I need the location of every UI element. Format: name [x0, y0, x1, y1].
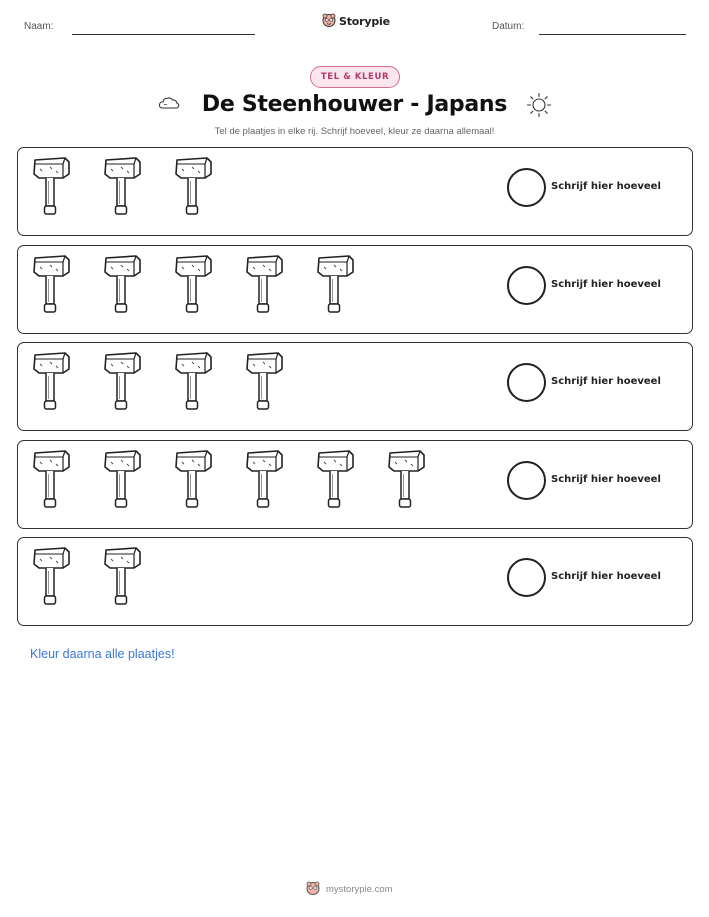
storypie-logo [322, 12, 390, 31]
answer-circle[interactable] [507, 266, 546, 305]
answer-label: Schrijf hier hoeveel [551, 474, 661, 485]
hammer-icon[interactable] [100, 252, 146, 318]
hammer-icon[interactable] [100, 154, 146, 220]
instructions: Tel de plaatjes in elke rij. Schrijf hoeveel, kleur ze daarna allemaal! [214, 126, 495, 137]
answer-circle[interactable] [507, 363, 546, 402]
answer-label: Schrijf hier hoeveel [551, 181, 661, 192]
storypie-mascot-icon [322, 12, 336, 31]
counting-row [17, 342, 693, 431]
name-write-line[interactable] [72, 34, 255, 35]
counting-row [17, 537, 693, 626]
activity-tag: TEL & KLEUR [310, 66, 400, 88]
hammer-icon[interactable] [171, 349, 217, 415]
hammer-icon[interactable] [171, 447, 217, 513]
date-write-line[interactable] [539, 34, 686, 35]
sun-icon [526, 92, 552, 122]
hammer-icon[interactable] [29, 252, 75, 318]
counting-row [17, 245, 693, 334]
counting-row [17, 147, 693, 236]
hammer-icon[interactable] [242, 252, 288, 318]
date-label: Datum: [492, 21, 525, 32]
hammer-icon[interactable] [171, 252, 217, 318]
answer-label: Schrijf hier hoeveel [551, 376, 661, 387]
answer-circle[interactable] [507, 558, 546, 597]
hammer-icon[interactable] [313, 252, 359, 318]
answer-label: Schrijf hier hoeveel [551, 279, 661, 290]
hammer-icon[interactable] [384, 447, 430, 513]
answer-label: Schrijf hier hoeveel [551, 571, 661, 582]
hammer-icon[interactable] [29, 544, 75, 610]
hammer-icon[interactable] [29, 447, 75, 513]
hammer-icon[interactable] [313, 447, 359, 513]
hammer-icon[interactable] [100, 447, 146, 513]
hammer-icon[interactable] [29, 154, 75, 220]
hammer-icon[interactable] [242, 349, 288, 415]
hammer-icon[interactable] [100, 544, 146, 610]
footer-url: mystorypie.com [326, 884, 393, 895]
answer-circle[interactable] [507, 461, 546, 500]
storypie-mascot-icon [306, 880, 320, 899]
worksheet-title: De Steenhouwer - Japans [201, 92, 508, 117]
hammer-icon[interactable] [171, 154, 217, 220]
brand-name: Storypie [339, 15, 390, 28]
counting-row [17, 440, 693, 529]
hammer-icon[interactable] [29, 349, 75, 415]
name-label: Naam: [24, 21, 54, 32]
footer-brand [306, 880, 393, 899]
hammer-icon[interactable] [242, 447, 288, 513]
answer-circle[interactable] [507, 168, 546, 207]
coloring-instruction: Kleur daarna alle plaatjes! [30, 647, 175, 661]
hammer-icon[interactable] [100, 349, 146, 415]
